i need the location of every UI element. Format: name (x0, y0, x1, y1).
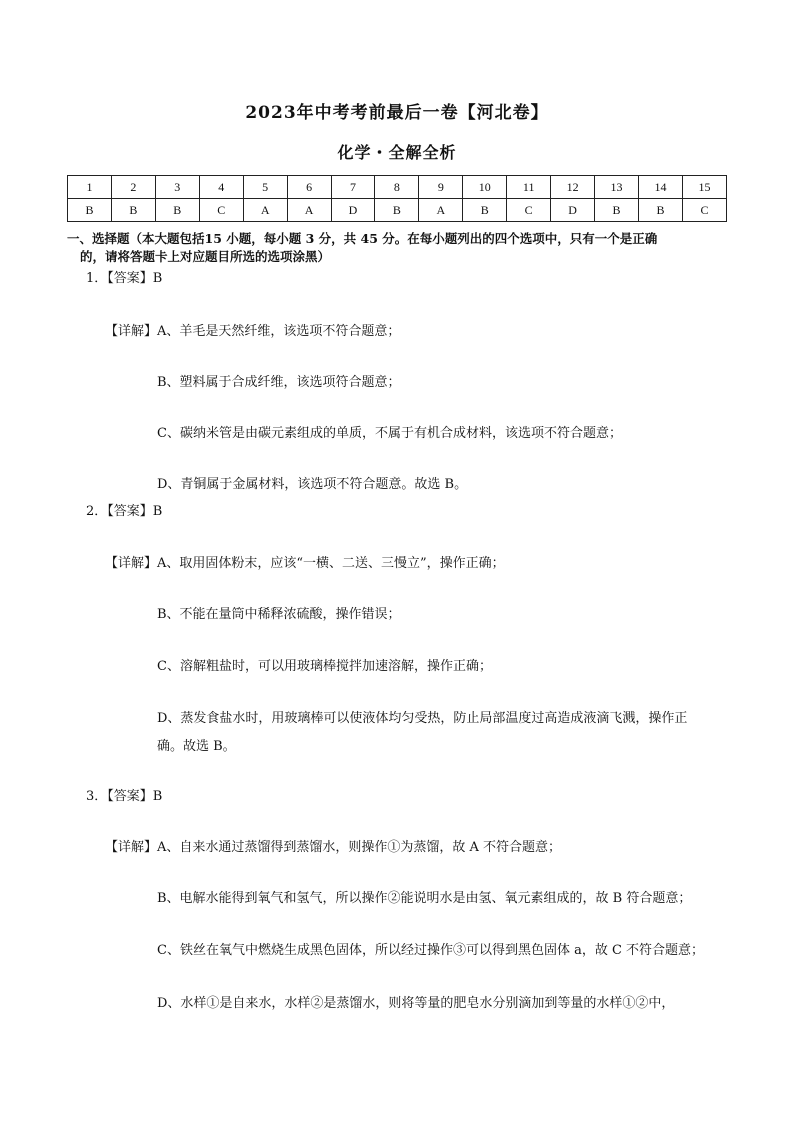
question-number-cell: 13 (595, 176, 639, 199)
answer-cell: B (68, 199, 112, 222)
q2-option-c: C、溶解粗盐时，可以用玻璃棒搅拌加速溶解，操作正确； (157, 659, 492, 674)
q1-answer: 1．【答案】B (86, 271, 163, 286)
q2-option-d-line1: D、蒸发食盐水时，用玻璃棒可以使液体均匀受热，防止局部温度过高造成液滴飞溅，操作正 (157, 711, 688, 726)
section-heading-line: 一、选择题（本大题包括15 小题，每小题 3 分，共 45 分。在每小题列出的四个选项中，只有一个是正确 (67, 231, 658, 246)
q1-option-d: D、青铜属于金属材料，该选项不符合题意。故选 B。 (157, 477, 468, 492)
question-number-cell: 1 (68, 176, 112, 199)
question-number-cell: 4 (199, 176, 243, 199)
document-title: 2023年中考考前最后一卷【河北卷】 (245, 103, 549, 123)
q2-detail-a: 【详解】A、取用固体粉末，应该“一横、二送、三慢立”，操作正确； (105, 556, 505, 571)
answer-cell: B (111, 199, 155, 222)
q2-answer: 2．【答案】B (86, 504, 163, 519)
answer-cell: B (155, 199, 199, 222)
q2-option-d-line2: 确。故选 B。 (157, 739, 236, 754)
answer-table-answer-row (68, 199, 727, 222)
question-number-cell: 8 (375, 176, 419, 199)
answer-cell: D (331, 199, 375, 222)
question-number-cell: 12 (551, 176, 595, 199)
question-number-cell: 9 (419, 176, 463, 199)
answer-cell: A (287, 199, 331, 222)
q1-option-c: C、碳纳米管是由碳元素组成的单质，不属于有机合成材料，该选项不符合题意； (157, 426, 622, 441)
question-number-cell: 14 (638, 176, 682, 199)
question-number-cell: 3 (155, 176, 199, 199)
question-number-cell: 5 (243, 176, 287, 199)
section-heading-line: 的，请将答题卡上对应题目所选的选项涂黑） (80, 249, 331, 264)
document-subtitle: 化学・全解全析 (337, 143, 457, 162)
q1-detail-a: 【详解】A、羊毛是天然纤维，该选项不符合题意； (105, 324, 401, 339)
answer-table-number-row (68, 176, 727, 199)
answer-table (67, 175, 727, 222)
question-number-cell: 10 (463, 176, 507, 199)
answer-cell: C (199, 199, 243, 222)
q3-option-b: B、电解水能得到氧气和氢气，所以操作②能说明水是由氢、氧元素组成的，故 B 符合题意； (157, 891, 692, 906)
answer-cell: A (243, 199, 287, 222)
answer-cell: B (463, 199, 507, 222)
question-number-cell: 11 (507, 176, 551, 199)
question-number-cell: 7 (331, 176, 375, 199)
q1-option-b: B、塑料属于合成纤维，该选项符合题意； (157, 375, 401, 390)
answer-cell: B (638, 199, 682, 222)
q3-answer: 3．【答案】B (86, 789, 163, 804)
section-heading (67, 230, 737, 266)
q3-detail-a: 【详解】A、自来水通过蒸馏得到蒸馏水，则操作①为蒸馏，故 A 不符合题意； (105, 840, 562, 855)
answer-cell: A (419, 199, 463, 222)
answer-cell: B (375, 199, 419, 222)
q2-option-b: B、不能在量筒中稀释浓硫酸，操作错误； (157, 607, 401, 622)
q3-option-d: D、水样①是自来水，水样②是蒸馏水，则将等量的肥皂水分别滴加到等量的水样①②中， (157, 996, 675, 1011)
answer-cell: D (551, 199, 595, 222)
question-number-cell: 2 (111, 176, 155, 199)
question-number-cell: 6 (287, 176, 331, 199)
q3-option-c: C、铁丝在氧气中燃烧生成黑色固体，所以经过操作③可以得到黑色固体 a，故 C 不符合题意； (157, 943, 705, 958)
answer-cell: C (507, 199, 551, 222)
answer-cell: B (595, 199, 639, 222)
question-number-cell: 15 (682, 176, 726, 199)
answer-cell: C (682, 199, 726, 222)
